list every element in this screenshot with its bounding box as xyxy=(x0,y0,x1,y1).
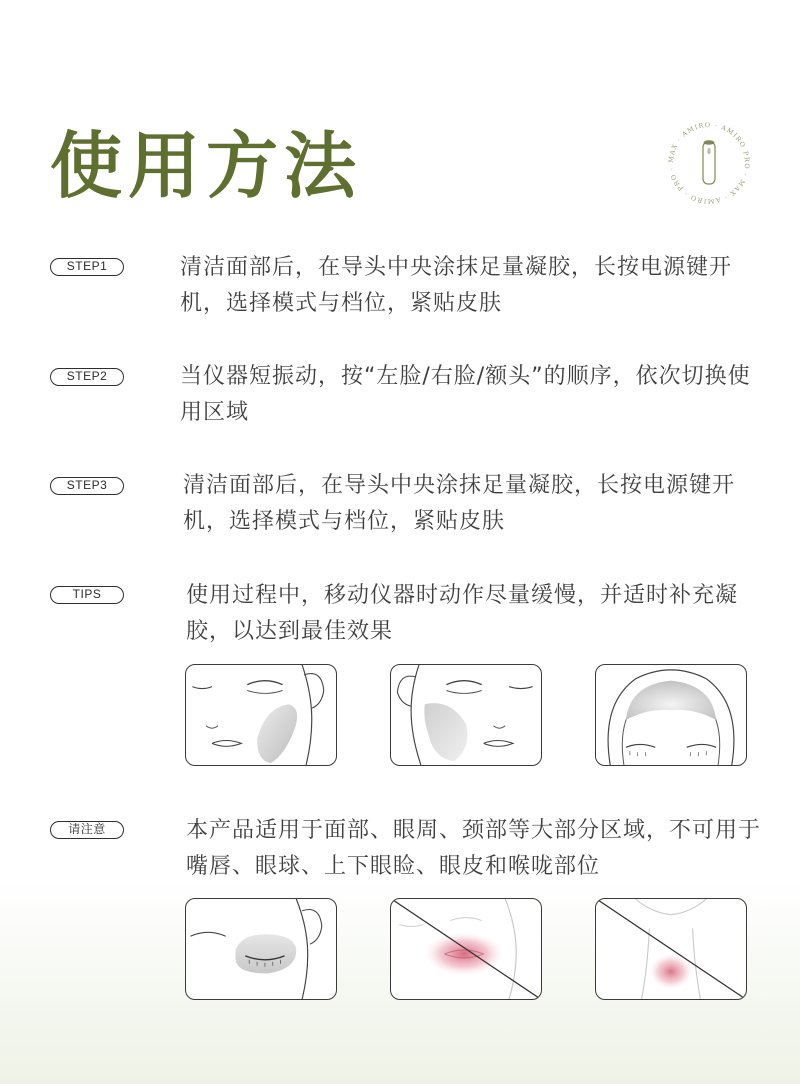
device-icon xyxy=(703,140,715,184)
throat-forbidden-illustration xyxy=(595,898,747,1000)
forehead-illustration xyxy=(595,664,747,766)
forehead-icon xyxy=(596,665,746,765)
brand-seal-logo xyxy=(664,118,754,208)
lips-forbidden-illustration xyxy=(390,898,542,1000)
tips-badge: TIPS xyxy=(50,586,124,604)
step1-badge: STEP1 xyxy=(50,258,124,276)
eye-area-illustration xyxy=(185,898,337,1000)
step3-text: 清洁面部后，在导头中央涂抹足量凝胶，长按电源键开机，选择模式与档位，紧贴皮肤 xyxy=(183,473,736,534)
step3-badge: STEP3 xyxy=(50,477,124,495)
page-title: 使用方法 xyxy=(50,124,363,208)
caution-badge: 请注意 xyxy=(50,821,124,839)
step2-text: 当仪器短振动，按“左脸/右脸/额头”的顺序，依次切换使用区域 xyxy=(180,364,751,425)
lips-forbidden-icon xyxy=(391,899,541,999)
caution-text: 本产品适用于面部、眼周、颈部等大部分区域，不可用于嘴唇、眼球、上下眼睑、眼皮和喉咙部位 xyxy=(186,818,762,879)
eye-area-icon xyxy=(186,899,336,999)
svg-text:MAX · AMIRO · AMIRO PRO · MAX: MAX · AMIRO · AMIRO PRO · MAX · AMIRO · PRO · xyxy=(666,120,752,206)
step2-badge: STEP2 xyxy=(50,368,124,386)
right-cheek-illustration xyxy=(390,664,542,766)
left-cheek-icon xyxy=(186,665,336,765)
throat-forbidden-icon xyxy=(596,899,746,999)
left-cheek-illustration xyxy=(185,664,337,766)
step1-text: 清洁面部后，在导头中央涂抹足量凝胶，长按电源键开机，选择模式与档位，紧贴皮肤 xyxy=(180,255,733,316)
right-cheek-icon xyxy=(391,665,541,765)
tips-text: 使用过程中，移动仪器时动作尽量缓慢，并适时补充凝胶，以达到最佳效果 xyxy=(186,583,739,644)
